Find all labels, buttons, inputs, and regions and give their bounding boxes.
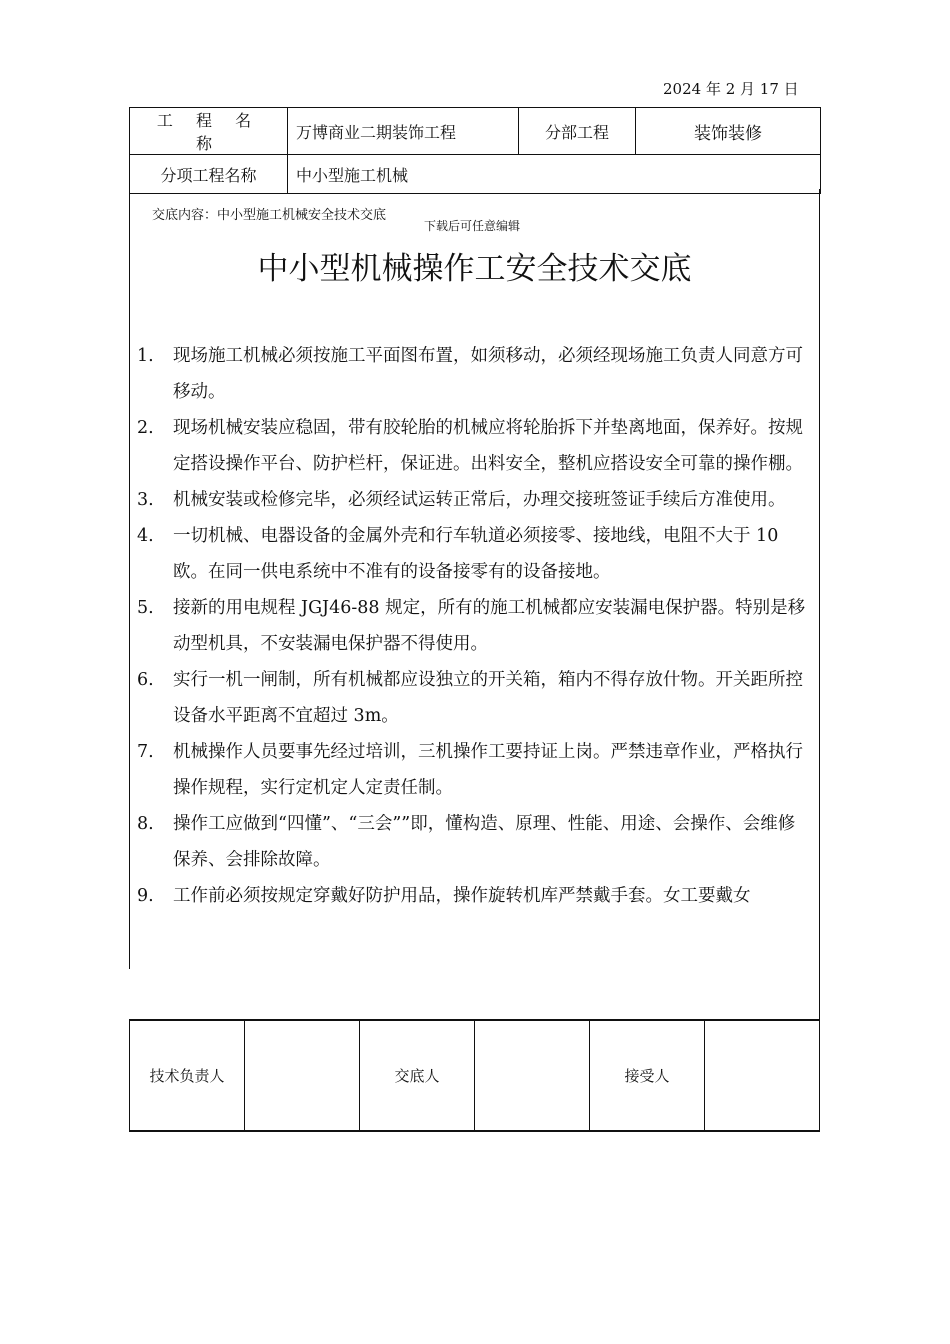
item-number: 5. <box>137 598 154 618</box>
project-info-table <box>129 107 821 194</box>
document-title: 中小型机械操作工安全技术交底 <box>257 251 692 287</box>
list-item <box>137 878 812 914</box>
receiver-label: 接受人 <box>590 1020 705 1131</box>
subitem-label: 分项工程名称 <box>130 155 288 194</box>
list-item <box>137 662 812 734</box>
division-label: 分部工程 <box>519 108 636 155</box>
item-number: 3. <box>137 490 154 510</box>
list-item <box>137 482 812 518</box>
list-item <box>137 590 812 662</box>
tech-lead-label: 技术负责人 <box>130 1020 245 1131</box>
division-value: 装饰装修 <box>636 108 821 155</box>
list-item <box>137 410 812 482</box>
item-text: 机械操作人员要事先经过培训，三机操作工要持证上岗。严禁违章作业，严格执行操作规程，实行定机定人定责任制。 <box>173 742 803 798</box>
list-item <box>137 734 812 806</box>
discloser-label: 交底人 <box>360 1020 475 1131</box>
item-text: 工作前必须按规定穿戴好防护用品，操作旋转机库严禁戴手套。女工要戴女 <box>173 886 751 906</box>
safety-items-list <box>137 338 812 914</box>
tech-lead-signature-field <box>245 1020 360 1131</box>
document-date: 2024 年 2 月 17 日 <box>663 80 799 98</box>
item-number: 4. <box>137 526 154 546</box>
subitem-value: 中小型施工机械 <box>288 155 821 194</box>
project-name-label: 工 程 名 称 <box>130 108 288 155</box>
item-text: 接新的用电规程 JGJ46-88 规定，所有的施工机械都应安装漏电保护器。特别是移动型机具，不安装漏电保护器不得使用。 <box>173 598 806 654</box>
item-number: 7. <box>137 742 154 762</box>
item-number: 6. <box>137 670 154 690</box>
item-number: 2. <box>137 418 154 438</box>
item-number: 9. <box>137 886 154 906</box>
item-text: 现场机械安装应稳固，带有胶轮胎的机械应将轮胎拆下并垫离地面，保养好。按规定搭设操作平台、防护栏杆，保证进。出料安全，整机应搭设安全可靠的操作棚。 <box>173 418 803 474</box>
download-note: 下载后可任意编辑 <box>424 219 521 233</box>
item-number: 1. <box>137 346 154 366</box>
item-number: 8. <box>137 814 154 834</box>
list-item <box>137 338 812 410</box>
disclosure-content-line: 交底内容：中小型施工机械安全技术交底 <box>152 208 387 223</box>
item-text: 操作工应做到“四懂”、“三会””即，懂构造、原理、性能、用途、会操作、会维修保养、会排除故障。 <box>173 814 796 870</box>
item-text: 现场施工机械必须按施工平面图布置，如须移动，必须经现场施工负责人同意方可移动。 <box>173 346 803 402</box>
discloser-signature-field <box>475 1020 590 1131</box>
item-text: 实行一机一闸制，所有机械都应设独立的开关箱，箱内不得存放什物。开关距所控设备水平距离不宜超过 3m。 <box>173 670 803 726</box>
signature-table <box>129 1019 820 1132</box>
item-text: 机械安装或检修完毕，必须经试运转正常后，办理交接班签证手续后方准使用。 <box>173 490 786 510</box>
project-name-value: 万博商业二期装饰工程 <box>288 108 519 155</box>
receiver-signature-field <box>705 1020 820 1131</box>
list-item <box>137 806 812 878</box>
list-item <box>137 518 812 590</box>
item-text: 一切机械、电器设备的金属外壳和行车轨道必须接零、接地线，电阻不大于 10 欧。在同一供电系统中不准有的设备接零有的设备接地。 <box>173 526 779 582</box>
